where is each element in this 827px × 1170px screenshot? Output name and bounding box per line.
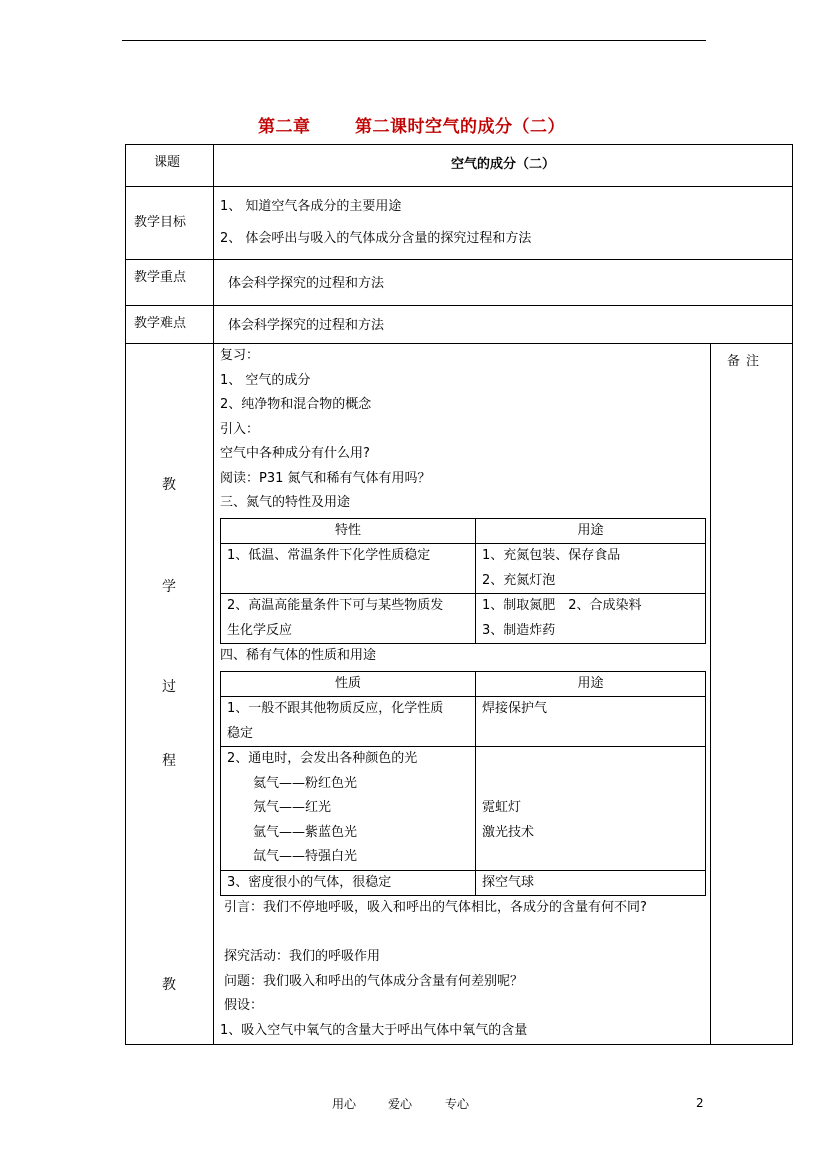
table-row (221, 870, 706, 896)
process-content (214, 344, 710, 1043)
gas-line: 氩气——紫蓝色光 (253, 824, 358, 840)
table-cell: 稳定 (227, 725, 254, 741)
footer-item: 专心 (445, 1097, 470, 1111)
goal-item: 2、 体会呼出与吸入的气体成分含量的探究过程和方法 (220, 231, 532, 246)
table-cell: 焊接保护气 (482, 701, 548, 716)
chapter-title: 第二章 (258, 117, 311, 137)
process-char: 教 (162, 477, 176, 493)
header-rule (122, 40, 706, 41)
section-heading: 三、氮气的特性及用途 (220, 495, 351, 510)
process-char: 教 (162, 977, 176, 993)
table-row (221, 747, 706, 871)
process-row (126, 344, 793, 1045)
text-line: 假设： (224, 998, 264, 1013)
topic-row (126, 145, 793, 187)
table-cell: 3、制造炸药 (482, 622, 556, 638)
table-row (221, 544, 706, 594)
topic-value: 空气的成分（二） (451, 157, 556, 172)
nitrogen-table (220, 518, 706, 645)
process-char: 程 (162, 753, 176, 769)
text-line: 2、纯净物和混合物的概念 (220, 397, 372, 412)
text-line: 问题：我们吸入和呼出的气体成分含量有何差别呢？ (224, 973, 524, 989)
text-line: 探究活动：我们的呼吸作用 (224, 949, 381, 964)
topic-label: 课题 (154, 155, 181, 170)
lesson-title: 第二课时空气的成分（二） (355, 117, 565, 137)
table-header: 用途 (476, 671, 706, 697)
noble-gas-table (220, 671, 706, 897)
text-line: 阅读：P31 氮气和稀有气体有用吗？ (220, 470, 431, 486)
focus-value: 体会科学探究的过程和方法 (228, 276, 385, 291)
table-cell: 2、高温高能量条件下可与某些物质发 (227, 598, 444, 613)
difficulty-value: 体会科学探究的过程和方法 (228, 318, 385, 333)
text-line: 复习： (220, 348, 260, 363)
focus-row (126, 260, 793, 306)
text-line: 引言：我们不停地呼吸，吸入和呼出的气体相比，各成分的含量有何不同? (224, 900, 647, 915)
remark-label: 备注 (727, 354, 766, 369)
lesson-plan-table (125, 144, 793, 1045)
table-cell: 1、一般不跟其他物质反应，化学性质 (227, 701, 444, 716)
table-cell: 霓虹灯 (482, 800, 522, 815)
table-cell: 1、低温、常温条件下化学性质稳定 (227, 548, 431, 563)
gas-line: 氖气——红光 (253, 800, 332, 815)
process-label (126, 344, 213, 1044)
blank-line (220, 921, 704, 946)
table-cell: 激光技术 (482, 824, 535, 840)
section-heading: 四、稀有气体的性质和用途 (220, 648, 377, 663)
table-header: 用途 (476, 518, 706, 544)
goal-item: 1、 知道空气各成分的主要用途 (220, 199, 402, 214)
goals-row (126, 187, 793, 260)
table-cell: 2、通电时，会发出各种颜色的光 (227, 751, 418, 766)
difficulty-row (126, 306, 793, 344)
gas-line: 氦气——粉红色光 (253, 775, 358, 791)
table-row (221, 594, 706, 644)
footer-item: 用心 (332, 1097, 357, 1111)
table-cell: 探空气球 (482, 874, 535, 890)
table-cell: 1、制取氮肥 2、合成染料 (482, 598, 642, 613)
table-cell: 生化学反应 (227, 622, 293, 638)
table-cell: 2、充氮灯泡 (482, 572, 556, 588)
goals-label: 教学目标 (134, 215, 187, 230)
table-header: 特性 (221, 518, 476, 544)
table-row (221, 697, 706, 747)
focus-label: 教学重点 (134, 270, 187, 285)
text-line: 空气中各种成分有什么用? (220, 446, 370, 461)
text-line: 1、 空气的成分 (220, 372, 311, 388)
table-cell: 1、充氮包装、保存食品 (482, 548, 621, 563)
text-line: 引入： (220, 421, 260, 437)
table-cell: 3、密度很小的气体，很稳定 (227, 874, 392, 890)
table-header: 性质 (221, 671, 476, 697)
footer-item: 爱心 (388, 1097, 413, 1111)
difficulty-label: 教学难点 (134, 316, 187, 331)
text-line: 1、吸入空气中氧气的含量大于呼出气体中氧气的含量 (220, 1022, 528, 1038)
process-char: 过 (162, 679, 176, 695)
process-char: 学 (162, 579, 176, 595)
gas-line: 氙气——特强白光 (253, 849, 358, 864)
page-number: 2 (696, 1096, 704, 1110)
